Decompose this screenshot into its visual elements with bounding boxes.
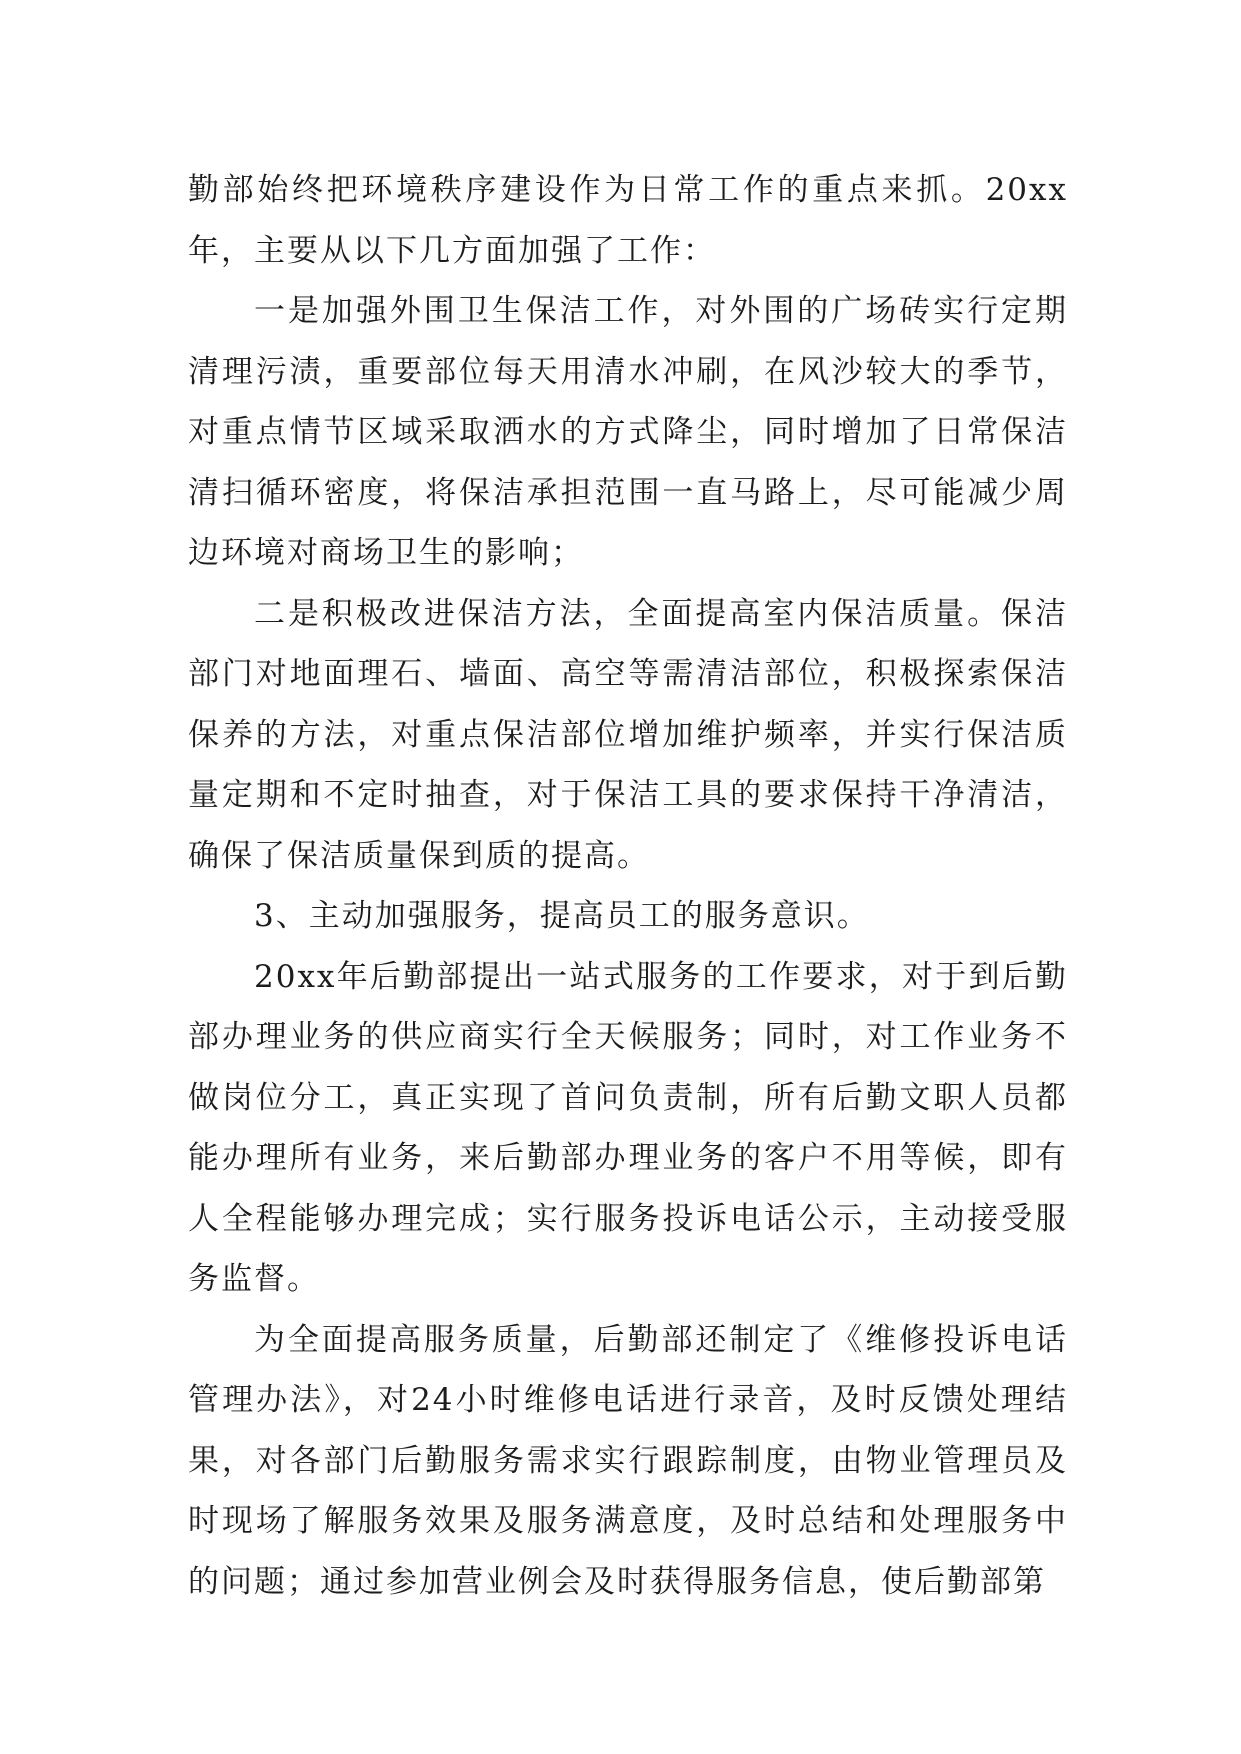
document-body [188,160,1068,1612]
paragraph-1: 勤部始终把环境秩序建设作为日常工作的重点来抓。20xx年，主要从以下几方面加强了工作： [188,172,1068,269]
paragraph-5: 20xx年后勤部提出一站式服务的工作要求，对于到后勤部办理业务的供应商实行全天候服务；同时，对工作业务不做岗位分工，真正实现了首问负责制，所有后勤文职人员都能办理所有业务，来后勤部办理业务的客户不用等候，即有人全程能够办理完成；实行服务投诉电话公示，主动接受服务监督。 [188,958,1068,1297]
paragraph-3: 二是积极改进保洁方法，全面提高室内保洁质量。保洁部门对地面理石、墙面、高空等需清洁部位，积极探索保洁保养的方法，对重点保洁部位增加维护频率，并实行保洁质量定期和不定时抽查，对于保洁工具的要求保持干净清洁，确保了保洁质量保到质的提高。 [188,595,1068,874]
paragraph-4: 3、主动加强服务，提高员工的服务意识。 [254,898,870,934]
paragraph-6: 为全面提高服务质量，后勤部还制定了《维修投诉电话管理办法》，对24小时维修电话进行录音，及时反馈处理结果，对各部门后勤服务需求实行跟踪制度，由物业管理员及时现场了解服务效果及服务满意度，及时总结和处理服务中的问题；通过参加营业例会及时获得服务信息，使后勤部第 [188,1321,1068,1600]
paragraph-2: 一是加强外围卫生保洁工作，对外围的广场砖实行定期清理污渍，重要部位每天用清水冲刷，在风沙较大的季节，对重点情节区域采取洒水的方式降尘，同时增加了日常保洁清扫循环密度，将保洁承担范围一直马路上，尽可能减少周边环境对商场卫生的影响； [188,293,1068,571]
